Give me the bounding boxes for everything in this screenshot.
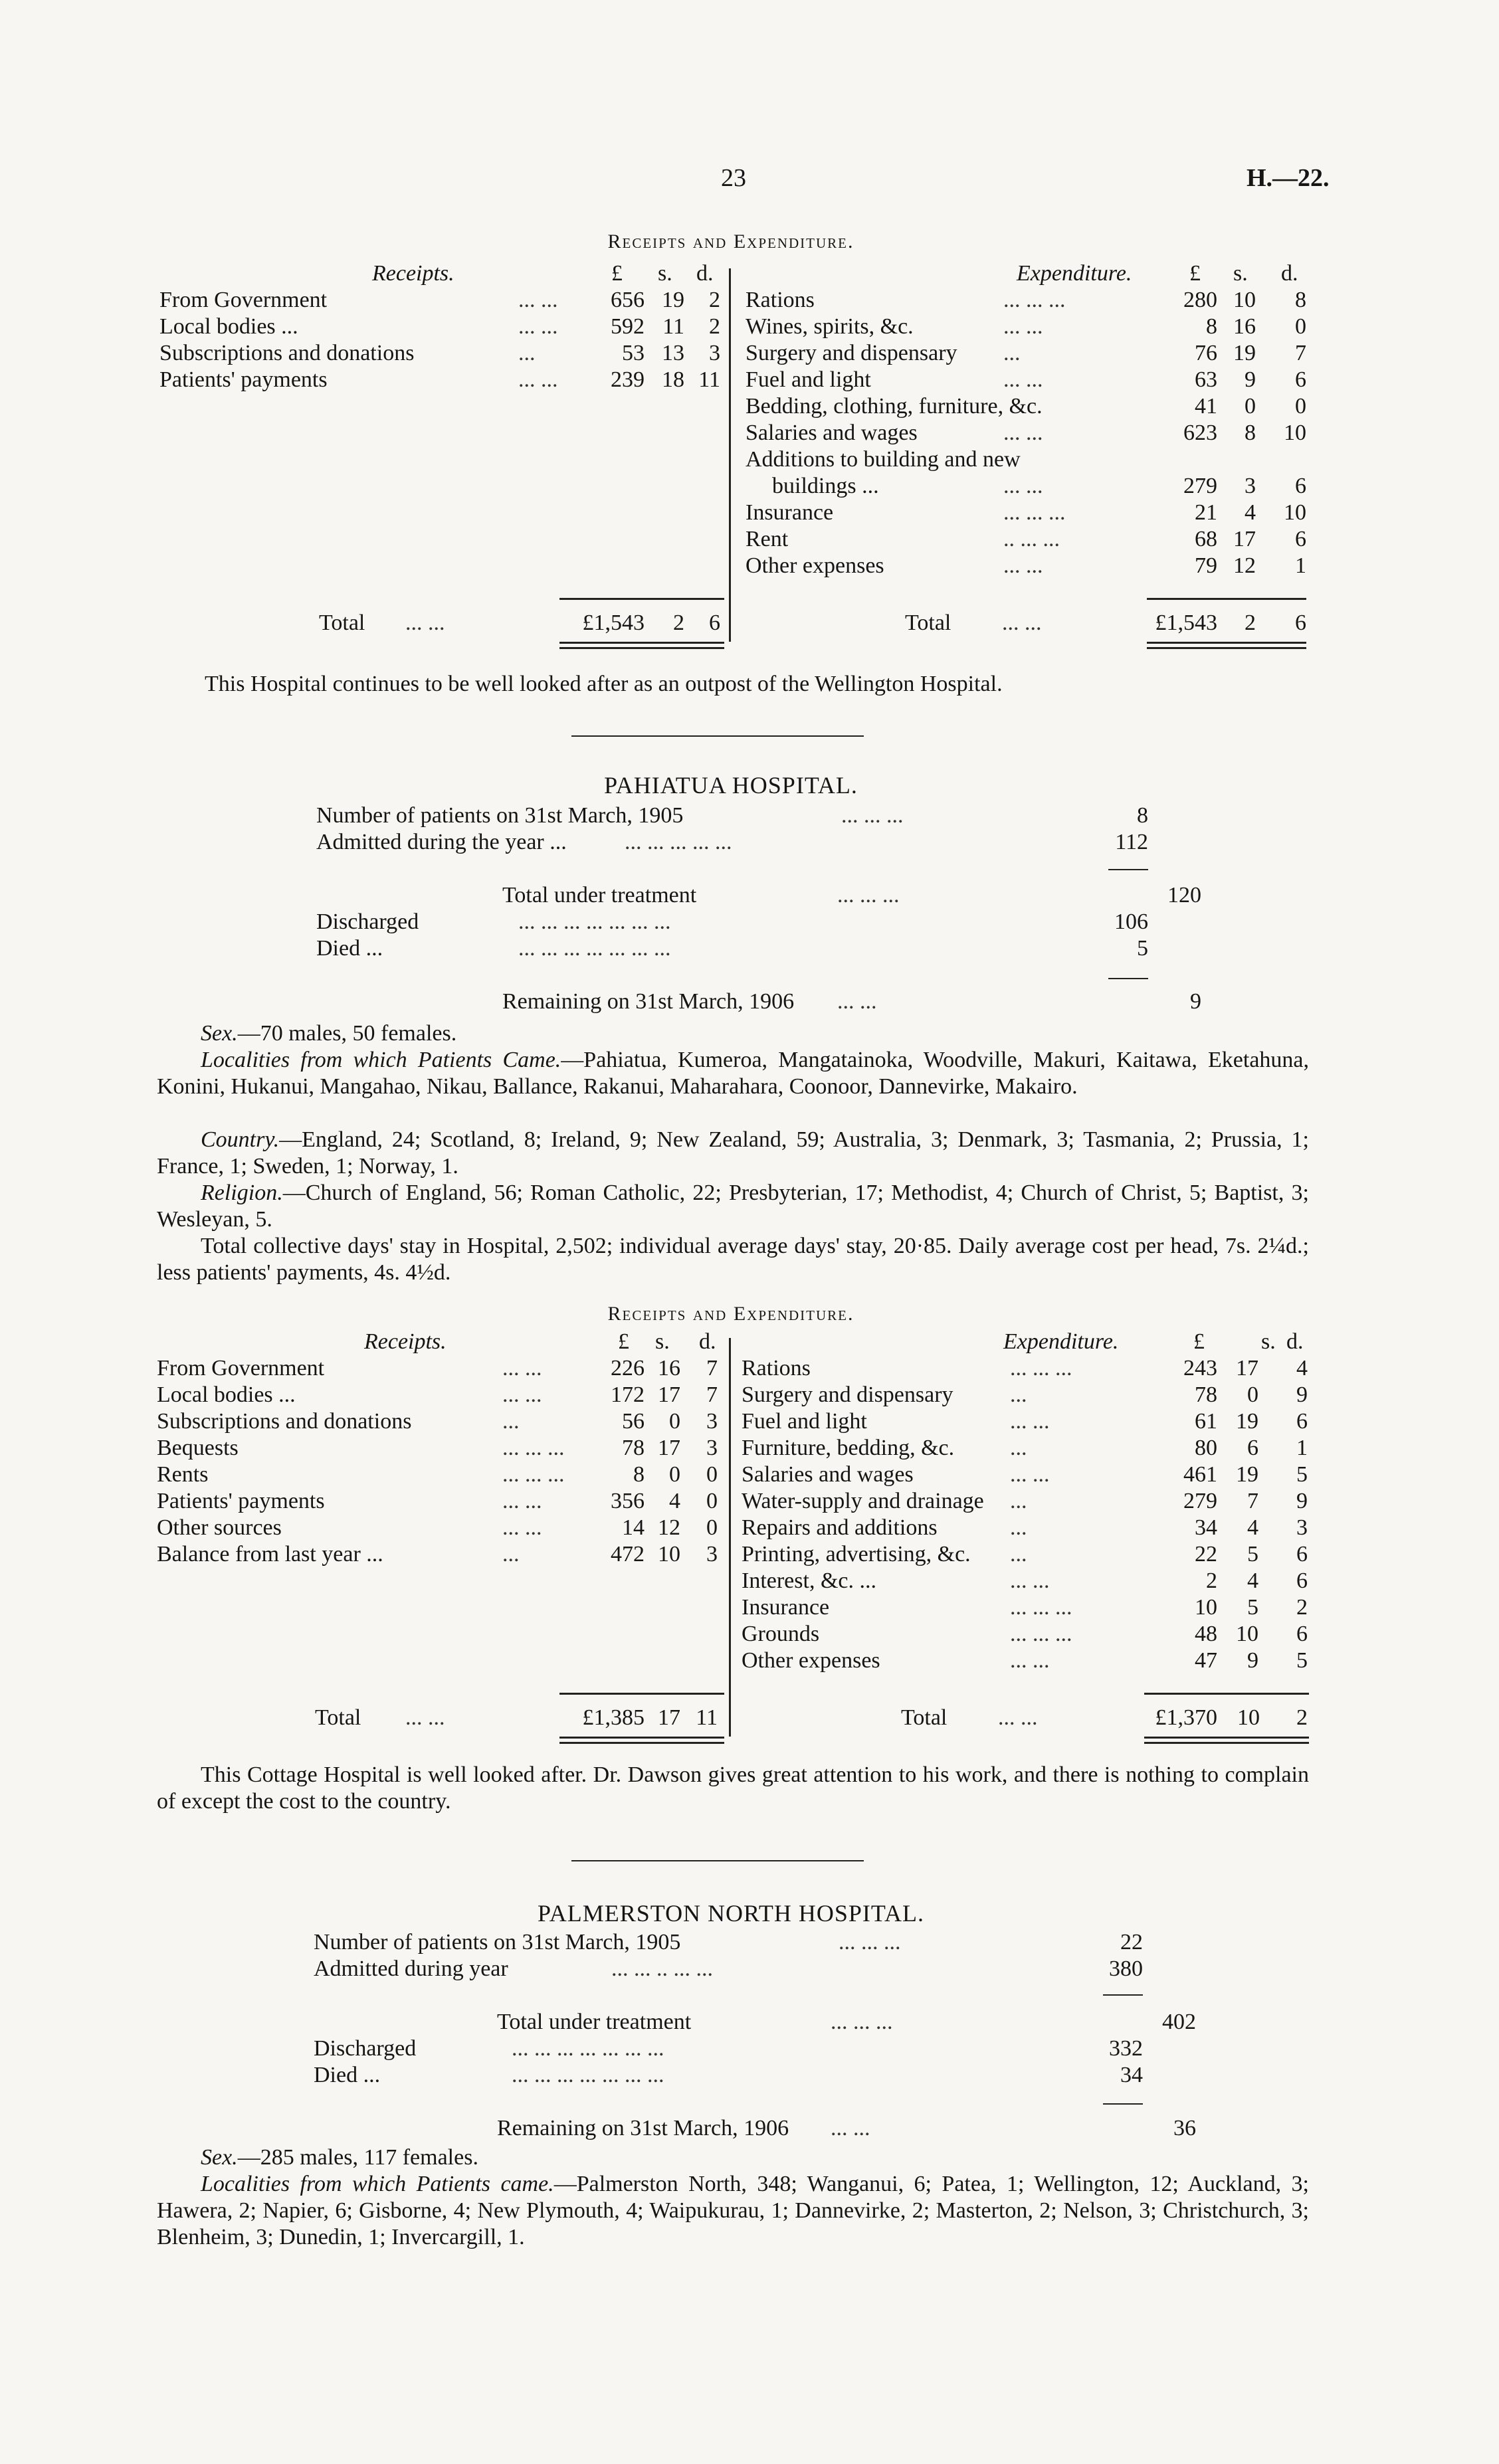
stay-text: Total collective days' stay in Hospital, 2,502; individual average days' stay, 20·85. Daily average cost per head, 7s. 2¼d.; less patients' payments, 4s. 4½d. <box>157 1234 1309 1285</box>
sex-paragraph <box>157 1020 1309 1047</box>
receipt-row-pounds: 56 <box>622 1409 645 1434</box>
expenditure-row-pence: 6 <box>1296 1409 1308 1434</box>
sex-text: —285 males, 117 females. <box>237 2145 478 2170</box>
localities-paragraph <box>157 2171 1309 2251</box>
expenditure-row-dots: ... ... ... <box>1010 1622 1072 1646</box>
expenditure-row-dots: ... ... <box>1010 1568 1050 1593</box>
expenditure-total-shillings: 2 <box>1245 611 1256 635</box>
expenditure-row-shillings: 4 <box>1245 500 1256 525</box>
expenditure-row-dots: ... ... <box>1003 553 1043 578</box>
expenditure-row-shillings: 19 <box>1236 1409 1258 1434</box>
expenditure-row-pounds: 10 <box>1195 1595 1217 1620</box>
expenditure-row-pounds: 2 <box>1206 1568 1217 1593</box>
stat-label: Admitted during the year ... <box>316 830 567 854</box>
expenditure-row-pounds: 61 <box>1195 1409 1217 1434</box>
localities-paragraph <box>157 1047 1309 1100</box>
stat-label: Number of patients on 31st March, 1905 <box>316 803 684 828</box>
expenditure-row-dots: ... ... <box>1010 1462 1050 1487</box>
page-number: 23 <box>721 164 746 192</box>
total-double-rule <box>559 642 724 644</box>
receipt-row-label: Other sources <box>157 1515 282 1540</box>
receipt-row-dots: ... <box>502 1409 520 1434</box>
expenditure-row-pence: 7 <box>1295 341 1306 365</box>
receipts-total-pence: 6 <box>709 611 720 635</box>
expenditure-row-pence: 5 <box>1296 1462 1308 1487</box>
receipt-row-label: Subscriptions and donations <box>157 1409 412 1434</box>
receipt-row-pounds: 172 <box>611 1382 645 1407</box>
expenditure-row-shillings: 19 <box>1233 341 1256 365</box>
receipt-row-dots: ... ... <box>518 314 558 339</box>
receipt-row-dots: ... ... <box>502 1356 542 1380</box>
receipt-row-dots: ... ... <box>518 288 558 312</box>
receipt-row-shillings: 12 <box>658 1515 680 1540</box>
stat-value: 120 <box>1167 883 1201 907</box>
expenditure-row-shillings: 17 <box>1233 527 1256 551</box>
subtotal-rule <box>1147 598 1306 600</box>
expenditure-row-pence: 4 <box>1296 1356 1308 1380</box>
expenditure-title: Expenditure. <box>1017 261 1132 286</box>
expenditure-row-label: Fuel and light <box>742 1409 867 1434</box>
stat-dots: ... ... ... ... ... ... ... <box>518 936 671 961</box>
receipt-row-dots: ... ... <box>518 367 558 392</box>
expenditure-row-label: Fuel and light <box>746 367 871 392</box>
stat-dots: ... ... ... <box>841 803 904 828</box>
expenditure-row-dots: ... ... <box>1003 314 1043 339</box>
sex-paragraph <box>157 2144 1309 2171</box>
country-label: Country. <box>201 1127 280 1152</box>
stat-label: Number of patients on 31st March, 1905 <box>314 1930 681 1954</box>
receipts-total-shillings: 17 <box>658 1705 680 1730</box>
expenditure-row-label: Surgery and dispensary <box>742 1382 953 1407</box>
stat-label: Total under treatment <box>497 2010 692 2034</box>
expenditure-row-shillings: 3 <box>1245 474 1256 498</box>
expenditure-row-label: Surgery and dispensary <box>746 341 957 365</box>
stat-label: Died ... <box>314 2063 381 2087</box>
receipt-row-pounds: 78 <box>622 1436 645 1460</box>
receipt-row-pence: 3 <box>706 1409 718 1434</box>
receipt-row-label: Local bodies ... <box>157 1382 296 1407</box>
expenditure-row-dots: ... ... <box>1003 421 1043 445</box>
stat-dots: ... ... <box>831 2116 870 2140</box>
expenditure-row-label: Repairs and additions <box>742 1515 938 1540</box>
receipt-row-pounds: 592 <box>611 314 645 339</box>
receipt-row-pence: 2 <box>709 288 720 312</box>
religion-label: Religion. <box>201 1181 283 1205</box>
receipts-title: Receipts. <box>372 261 454 286</box>
expenditure-row-pounds: 21 <box>1195 500 1217 525</box>
expenditure-row-pence: 6 <box>1296 1542 1308 1566</box>
country-text: —England, 24; Scotland, 8; Ireland, 9; New Zealand, 59; Australia, 3; Denmark, 3; Tasmania, 2; Prussia, 1; France, 1; Sweden, 1; Norway, 1. <box>157 1127 1309 1179</box>
receipts-total-dots: ... ... <box>405 1705 445 1730</box>
stat-value: 402 <box>1162 2010 1196 2034</box>
expenditure-row-dots: ... ... <box>1010 1409 1050 1434</box>
receipt-row-shillings: 17 <box>658 1382 680 1407</box>
localities-text: —Palmerston North, 348; Wanganui, 6; Patea, 1; Wellington, 12; Auckland, 3; Hawera, 2; Napier, 6; Gisborne, 4; New Plymouth, 4; Waipukurau, 1; Dannevirke, 2; Masterton, 2; Nelson, 3; Christchurch, 3; Blenheim, 3; Dunedin, 1; Invercargill, 1. <box>157 2172 1309 2249</box>
stat-label: Discharged <box>316 909 419 934</box>
expenditure-row-label: Wines, spirits, &c. <box>746 314 914 339</box>
receipt-row-dots: ... ... ... <box>502 1436 565 1460</box>
total-double-rule <box>1144 1742 1309 1744</box>
receipts-title: Receipts. <box>364 1329 447 1354</box>
receipts-total-pounds: £1,543 <box>582 611 645 635</box>
expenditure-row-shillings: 10 <box>1233 288 1256 312</box>
expenditure-row-pounds: 8 <box>1206 314 1217 339</box>
expenditure-row-shillings: 12 <box>1233 553 1256 578</box>
expenditure-row-pounds: 34 <box>1195 1515 1217 1540</box>
receipt-row-dots: ... ... <box>502 1382 542 1407</box>
expenditure-row-shillings: 9 <box>1247 1648 1258 1673</box>
religion-paragraph <box>157 1180 1309 1233</box>
stat-dots: ... ... ... <box>839 1930 901 1954</box>
sex-label: Sex. <box>201 2145 238 2170</box>
expenditure-row-dots: ... ... ... <box>1010 1356 1072 1380</box>
expenditure-row-pounds: 279 <box>1183 474 1217 498</box>
stat-value: 8 <box>1137 803 1148 828</box>
receipt-row-label: Rents <box>157 1462 209 1487</box>
localities-label: Localities from which Patients Came. <box>201 1048 561 1072</box>
expenditure-row-label: Rent <box>746 527 789 551</box>
expenditure-row-pounds: 461 <box>1183 1462 1217 1487</box>
stat-label: Admitted during year <box>314 1956 508 1981</box>
expenditure-row-shillings: 10 <box>1236 1622 1258 1646</box>
receipt-row-shillings: 0 <box>669 1409 680 1434</box>
expenditure-total-pence: 6 <box>1295 611 1306 635</box>
expenditure-row-pence: 6 <box>1295 527 1306 551</box>
expenditure-row-shillings: 16 <box>1233 314 1256 339</box>
stat-label: Remaining on 31st March, 1906 <box>502 989 795 1014</box>
expenditure-row-label: Salaries and wages <box>742 1462 914 1487</box>
expenditure-row-label: Rations <box>742 1356 811 1380</box>
receipt-row-pence: 0 <box>706 1462 718 1487</box>
stat-dots: ... ... ... ... ... <box>625 830 732 854</box>
total-double-rule <box>559 1742 724 1744</box>
receipt-row-shillings: 16 <box>658 1356 680 1380</box>
stat-value: 106 <box>1114 909 1148 934</box>
receipts-total-label: Total <box>315 1705 361 1730</box>
receipt-row-pounds: 239 <box>611 367 645 392</box>
section-separator <box>571 1860 864 1861</box>
receipt-row-label: Local bodies ... <box>159 314 298 339</box>
stat-rule <box>1108 978 1148 979</box>
expenditure-row-label: Grounds <box>742 1622 820 1646</box>
expenditure-row-label: Salaries and wages <box>746 421 918 445</box>
religion-text: —Church of England, 56; Roman Catholic, 22; Presbyterian, 17; Methodist, 4; Church of Christ, 5; Baptist, 3; Wesleyan, 5. <box>157 1181 1309 1232</box>
expenditure-row-pounds: 22 <box>1195 1542 1217 1566</box>
subtotal-rule <box>1144 1693 1309 1695</box>
expenditure-row-dots: ... ... <box>1003 367 1043 392</box>
subtotal-rule <box>559 1693 724 1695</box>
expenditure-row-pounds: 41 <box>1195 394 1217 419</box>
expenditure-row-pence: 6 <box>1295 474 1306 498</box>
sex-text: —70 males, 50 females. <box>237 1021 457 1046</box>
stat-rule <box>1103 1994 1143 1996</box>
stat-value: 34 <box>1120 2063 1143 2087</box>
receipt-row-pence: 3 <box>706 1542 718 1566</box>
receipt-row-pounds: 53 <box>622 341 645 365</box>
shillings-header: s. <box>1233 261 1248 286</box>
total-double-rule <box>1144 1737 1309 1739</box>
expenditure-row-dots: ... <box>1010 1515 1027 1540</box>
expenditure-row-label: Insurance <box>742 1595 830 1620</box>
receipts-total-pounds: £1,385 <box>582 1705 645 1730</box>
expenditure-row-dots: ... ... ... <box>1010 1595 1072 1620</box>
receipt-row-pounds: 356 <box>611 1489 645 1513</box>
expenditure-row-label: Printing, advertising, &c. <box>742 1542 971 1566</box>
expenditure-row-pence: 1 <box>1295 553 1306 578</box>
expenditure-total-shillings: 10 <box>1237 1705 1260 1730</box>
total-double-rule <box>1147 647 1306 649</box>
stat-dots: ... ... <box>837 989 877 1014</box>
expenditure-row-dots: ... ... ... <box>1003 500 1066 525</box>
expenditure-row-shillings: 7 <box>1247 1489 1258 1513</box>
stat-value: 380 <box>1109 1956 1143 1981</box>
expenditure-row-pence: 6 <box>1296 1622 1308 1646</box>
localities-text: —Pahiatua, Kumeroa, Mangatainoka, Woodville, Makuri, Kaitawa, Eketahuna, Konini, Hukanui, Mangahao, Nikau, Ballance, Rakanui, Maharahara, Coonoor, Dannevirke, Makairo. <box>157 1048 1310 1099</box>
expenditure-total-pence: 2 <box>1296 1705 1308 1730</box>
expenditure-row-shillings: 8 <box>1245 421 1256 445</box>
sex-label: Sex. <box>201 1021 238 1046</box>
expenditure-row-pence: 6 <box>1295 367 1306 392</box>
pence-header: d. <box>696 261 714 286</box>
receipt-row-dots: ... ... ... <box>502 1462 565 1487</box>
receipt-row-label: Patients' payments <box>159 367 328 392</box>
section-note: This Hospital continues to be well looked after as an outpost of the Wellington Hospital. <box>205 672 1003 696</box>
expenditure-row-dots: ... <box>1010 1542 1027 1566</box>
expenditure-row-pounds: 279 <box>1183 1489 1217 1513</box>
expenditure-row-label: Water-supply and drainage <box>742 1489 984 1513</box>
expenditure-row-pence: 2 <box>1296 1595 1308 1620</box>
expenditure-row-dots: ... ... <box>1003 474 1043 498</box>
receipt-row-shillings: 19 <box>662 288 684 312</box>
cottage-note <box>157 1762 1309 1815</box>
receipt-row-pence: 3 <box>706 1436 718 1460</box>
pounds-header: £ <box>618 1329 629 1354</box>
expenditure-row-shillings: 5 <box>1247 1542 1258 1566</box>
receipt-row-pounds: 226 <box>611 1356 645 1380</box>
expenditure-row-label: Bedding, clothing, furniture, &c. <box>746 394 1043 419</box>
accounts-heading: Receipts and Expenditure. <box>607 1303 854 1325</box>
stat-label: Died ... <box>316 936 383 961</box>
expenditure-row-pounds: 48 <box>1195 1622 1217 1646</box>
receipt-row-pence: 3 <box>709 341 720 365</box>
expenditure-total-dots: ... ... <box>1002 611 1042 635</box>
expenditure-row-dots: ... ... ... <box>1003 288 1066 312</box>
receipts-total-pence: 11 <box>696 1705 718 1730</box>
stat-label: Discharged <box>314 2036 417 2061</box>
receipt-row-dots: ... ... <box>502 1515 542 1540</box>
receipts-total-dots: ... ... <box>405 611 445 635</box>
expenditure-row-label: Other expenses <box>742 1648 880 1673</box>
shillings-header: s. <box>655 1329 670 1354</box>
subtotal-rule <box>559 598 724 600</box>
expenditure-total-pounds: £1,543 <box>1155 611 1217 635</box>
expenditure-row-dots: ... <box>1003 341 1021 365</box>
stat-value: 112 <box>1115 830 1148 854</box>
receipt-row-pence: 0 <box>706 1489 718 1513</box>
receipt-row-pence: 11 <box>698 367 720 392</box>
expenditure-total-pounds: £1,370 <box>1155 1705 1217 1730</box>
stat-rule <box>1108 869 1148 870</box>
expenditure-row-pounds: 78 <box>1195 1382 1217 1407</box>
expenditure-row-shillings: 9 <box>1245 367 1256 392</box>
expenditure-row-shillings: 4 <box>1247 1568 1258 1593</box>
stat-value: 22 <box>1120 1930 1143 1954</box>
expenditure-row-pounds: 623 <box>1183 421 1217 445</box>
receipt-row-label: From Government <box>159 288 328 312</box>
expenditure-row-pence: 6 <box>1296 1568 1308 1593</box>
expenditure-row-dots: .. ... ... <box>1003 527 1060 551</box>
expenditure-row-pence: 9 <box>1296 1489 1308 1513</box>
receipt-row-pounds: 656 <box>611 288 645 312</box>
section-separator <box>571 735 864 737</box>
pence-header: d. <box>699 1329 716 1354</box>
pounds-header: £ <box>1193 1329 1205 1354</box>
receipts-total-shillings: 2 <box>673 611 684 635</box>
section-heading: Receipts and Expenditure. <box>607 231 854 252</box>
expenditure-row-label: buildings ... <box>772 474 879 498</box>
receipt-row-shillings: 13 <box>662 341 684 365</box>
column-divider <box>729 1338 731 1737</box>
receipt-row-dots: ... <box>518 341 536 365</box>
expenditure-row-label: Additions to building and new <box>746 447 1021 472</box>
expenditure-row-pounds: 76 <box>1195 341 1217 365</box>
expenditure-row-shillings: 5 <box>1247 1595 1258 1620</box>
expenditure-row-label: Other expenses <box>746 553 884 578</box>
expenditure-row-pence: 5 <box>1296 1648 1308 1673</box>
stat-dots: ... ... ... <box>837 883 900 907</box>
stat-value: 9 <box>1190 989 1201 1014</box>
cottage-note-text: This Cottage Hospital is well looked after. Dr. Dawson gives great attention to his work, and there is nothing to complain of except the cost to the country. <box>157 1762 1309 1814</box>
receipt-row-pence: 7 <box>706 1356 718 1380</box>
stat-label: Remaining on 31st March, 1906 <box>497 2116 789 2140</box>
expenditure-row-pounds: 63 <box>1195 367 1217 392</box>
shillings-header: s. <box>1261 1329 1276 1354</box>
expenditure-row-pounds: 80 <box>1195 1436 1217 1460</box>
shillings-header: s. <box>658 261 672 286</box>
receipt-row-shillings: 4 <box>669 1489 680 1513</box>
expenditure-row-pence: 8 <box>1295 288 1306 312</box>
expenditure-row-label: Furniture, bedding, &c. <box>742 1436 955 1460</box>
expenditure-total-dots: ... ... <box>998 1705 1038 1730</box>
expenditure-row-dots: ... <box>1010 1382 1027 1407</box>
total-double-rule <box>1147 642 1306 644</box>
hospital-title: PAHIATUA HOSPITAL. <box>604 772 858 799</box>
country-paragraph <box>157 1127 1309 1180</box>
expenditure-row-dots: ... <box>1010 1436 1027 1460</box>
pounds-header: £ <box>1189 261 1201 286</box>
expenditure-row-pounds: 47 <box>1195 1648 1217 1673</box>
receipt-row-label: From Government <box>157 1356 325 1380</box>
receipt-row-pence: 2 <box>709 314 720 339</box>
expenditure-row-pence: 10 <box>1284 500 1306 525</box>
expenditure-title: Expenditure. <box>1003 1329 1119 1354</box>
receipt-row-shillings: 17 <box>658 1436 680 1460</box>
expenditure-row-dots: ... <box>1010 1489 1027 1513</box>
pounds-header: £ <box>611 261 623 286</box>
hospital-title: PALMERSTON NORTH HOSPITAL. <box>537 1900 925 1927</box>
expenditure-row-shillings: 19 <box>1236 1462 1258 1487</box>
expenditure-total-label: Total <box>905 611 951 635</box>
expenditure-row-shillings: 17 <box>1236 1356 1258 1380</box>
expenditure-row-dots: ... ... <box>1010 1648 1050 1673</box>
receipt-row-label: Bequests <box>157 1436 239 1460</box>
expenditure-total-label: Total <box>901 1705 948 1730</box>
expenditure-row-pence: 0 <box>1295 314 1306 339</box>
receipt-row-shillings: 10 <box>658 1542 680 1566</box>
stay-paragraph <box>157 1233 1309 1286</box>
stat-dots: ... ... ... <box>831 2010 893 2034</box>
expenditure-row-pence: 10 <box>1284 421 1306 445</box>
receipt-row-pence: 7 <box>706 1382 718 1407</box>
receipt-row-shillings: 18 <box>662 367 684 392</box>
expenditure-row-pence: 3 <box>1296 1515 1308 1540</box>
receipt-row-pounds: 8 <box>633 1462 645 1487</box>
document-reference: H.—22. <box>1247 164 1330 192</box>
expenditure-row-pounds: 79 <box>1195 553 1217 578</box>
localities-label: Localities from which Patients came. <box>201 2172 554 2196</box>
expenditure-row-shillings: 0 <box>1245 394 1256 419</box>
expenditure-row-label: Insurance <box>746 500 834 525</box>
expenditure-row-label: Interest, &c. ... <box>742 1568 876 1593</box>
expenditure-row-shillings: 0 <box>1247 1382 1258 1407</box>
receipt-row-label: Patients' payments <box>157 1489 325 1513</box>
stat-dots: ... ... ... ... ... ... ... <box>518 909 671 934</box>
receipts-total-label: Total <box>319 611 365 635</box>
pence-header: d. <box>1286 1329 1304 1354</box>
receipt-row-label: Subscriptions and donations <box>159 341 415 365</box>
expenditure-row-pounds: 280 <box>1183 288 1217 312</box>
stat-label: Total under treatment <box>502 883 697 907</box>
receipt-row-pence: 0 <box>706 1515 718 1540</box>
expenditure-row-label: Rations <box>746 288 815 312</box>
expenditure-row-shillings: 4 <box>1247 1515 1258 1540</box>
total-double-rule <box>559 1737 724 1739</box>
expenditure-row-pence: 0 <box>1295 394 1306 419</box>
expenditure-row-pence: 9 <box>1296 1382 1308 1407</box>
receipt-row-shillings: 0 <box>669 1462 680 1487</box>
expenditure-row-shillings: 6 <box>1247 1436 1258 1460</box>
stat-rule <box>1103 2103 1143 2105</box>
receipt-row-dots: ... <box>502 1542 520 1566</box>
stat-value: 36 <box>1173 2116 1196 2140</box>
stat-value: 332 <box>1109 2036 1143 2061</box>
column-divider <box>729 268 731 642</box>
receipt-row-pounds: 14 <box>622 1515 645 1540</box>
receipt-row-pounds: 472 <box>611 1542 645 1566</box>
expenditure-row-pounds: 243 <box>1183 1356 1217 1380</box>
total-double-rule <box>559 647 724 649</box>
stat-value: 5 <box>1137 936 1148 961</box>
expenditure-row-pence: 1 <box>1296 1436 1308 1460</box>
expenditure-row-pounds: 68 <box>1195 527 1217 551</box>
receipt-row-dots: ... ... <box>502 1489 542 1513</box>
stat-dots: ... ... ... ... ... ... ... <box>512 2063 664 2087</box>
receipt-row-label: Balance from last year ... <box>157 1542 383 1566</box>
receipt-row-shillings: 11 <box>662 314 684 339</box>
stat-dots: ... ... .. ... ... <box>611 1956 713 1981</box>
pence-header: d. <box>1281 261 1298 286</box>
stat-dots: ... ... ... ... ... ... ... <box>512 2036 664 2061</box>
